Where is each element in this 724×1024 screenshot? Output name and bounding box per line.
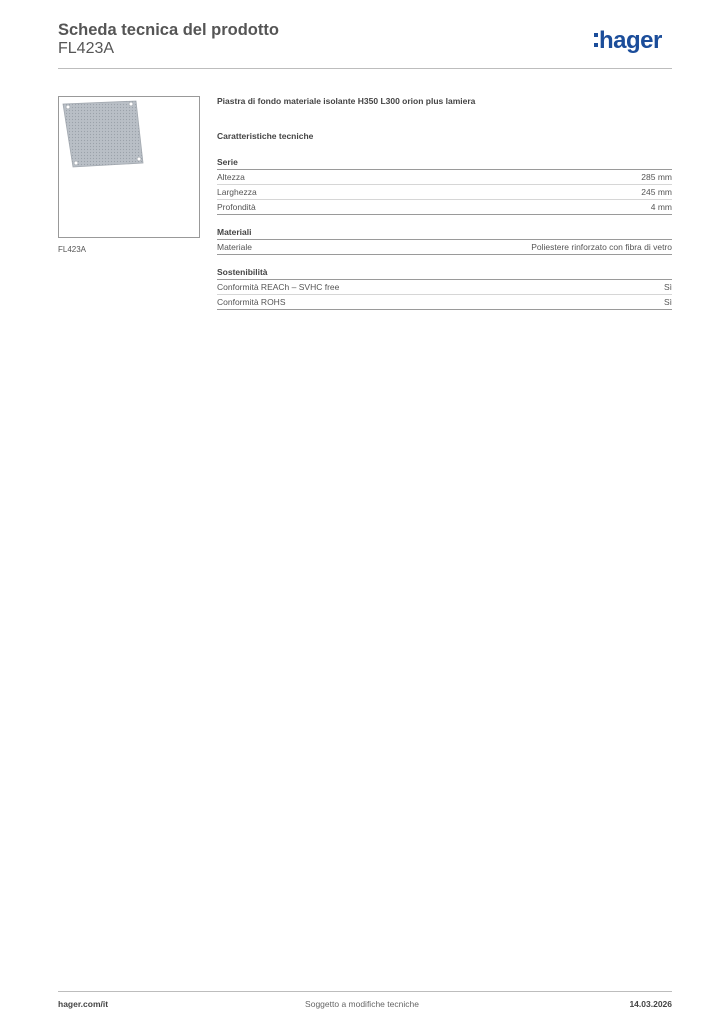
footer-website-link[interactable]: hager.com/it — [58, 999, 109, 1009]
spec-value: Sì — [663, 282, 672, 292]
footer-divider — [58, 991, 672, 992]
mounting-plate-image — [59, 97, 199, 237]
spec-value: Poliestere rinforzato con fibra di vetro — [531, 242, 672, 252]
spec-value: 245 mm — [641, 187, 672, 197]
page-title: Scheda tecnica del prodotto — [58, 21, 279, 39]
image-caption: FL423A — [58, 245, 87, 254]
spec-row — [217, 200, 672, 215]
spec-value: 4 mm — [650, 202, 672, 212]
logo-text: hager — [599, 27, 662, 54]
product-description: Piastra di fondo materiale isolante H350 L300 orion plus lamiera — [217, 96, 476, 106]
section-title: Serie — [217, 157, 672, 170]
header-divider — [58, 68, 672, 69]
product-image-frame — [58, 96, 200, 238]
spec-label: Altezza — [217, 172, 245, 182]
footer-disclaimer: Soggetto a modifiche tecniche — [305, 999, 419, 1009]
product-details — [217, 96, 672, 310]
spec-row — [217, 295, 672, 310]
spec-label: Profondità — [217, 202, 256, 212]
spec-label: Materiale — [217, 242, 252, 252]
section-sostenibilita — [217, 267, 672, 310]
section-title: Materiali — [217, 227, 672, 240]
spec-value: 285 mm — [641, 172, 672, 182]
spec-value: Sì — [663, 297, 672, 307]
hager-logo[interactable] — [594, 29, 662, 53]
product-code: FL423A — [58, 40, 115, 57]
spec-label: Conformità ROHS — [217, 297, 286, 307]
section-serie — [217, 157, 672, 215]
spec-row — [217, 185, 672, 200]
spec-row — [217, 280, 672, 295]
spec-row — [217, 240, 672, 255]
logo-dots-icon — [594, 33, 598, 53]
spec-row — [217, 170, 672, 185]
spec-label: Larghezza — [217, 187, 257, 197]
tech-heading: Caratteristiche tecniche — [217, 131, 314, 141]
spec-label: Conformità REACh – SVHC free — [217, 282, 340, 292]
footer-date: 14.03.2026 — [629, 999, 672, 1009]
section-title: Sostenibilità — [217, 267, 672, 280]
section-materiali — [217, 227, 672, 255]
